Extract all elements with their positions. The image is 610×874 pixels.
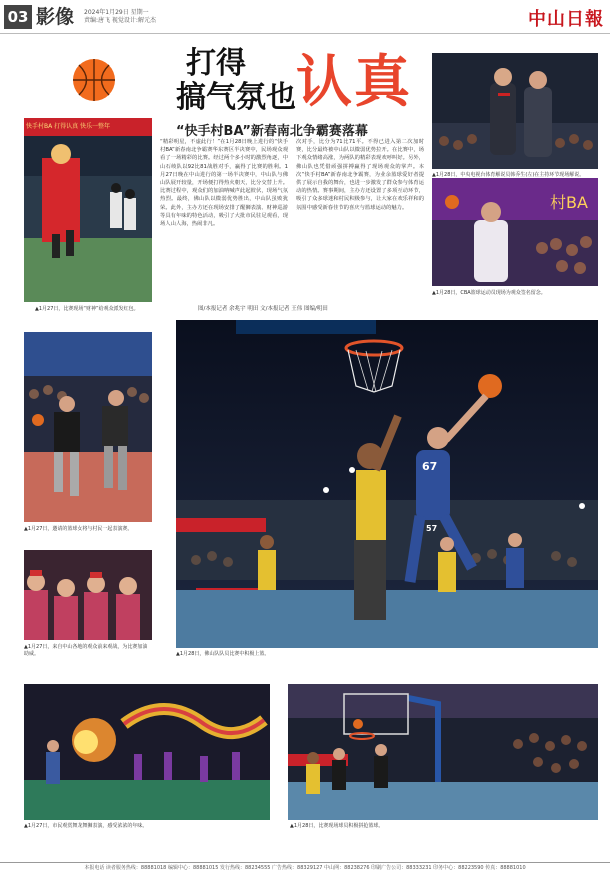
page-header — [0, 0, 610, 34]
caption-crowd: ▲1月27日，来自中山各地的观众前来观战，为比赛加油助威。 — [24, 644, 148, 657]
editors-credit: 责编:唐飞 视觉设计:解元杰 — [84, 17, 156, 24]
photo-banner: 快手村BA 打得认真 快乐一整年 — [26, 123, 111, 130]
caption-dragon: ▲1月27日，市民观赏舞龙舞狮表演，感受浓浓的年味。 — [24, 823, 148, 829]
headline-line2: 搞气氛也 — [176, 80, 296, 115]
photo-cba-player — [432, 178, 598, 286]
svg-text:村BA: 村BA — [550, 193, 588, 212]
basketball-icon — [72, 58, 116, 102]
photo-exhibition-game — [24, 332, 152, 522]
headline-line1: 打得 — [186, 46, 246, 81]
caption-court: ▲1月28日，比赛现场球员积极拼抢篮球。 — [290, 823, 384, 829]
headline-subtitle: “快手村BA”新春南北争霸赛落幕 — [176, 124, 368, 139]
photo-court-action — [288, 684, 598, 820]
photo-host-on-stage — [432, 53, 598, 169]
article-column-1: “精彩明星，不虚此行！”在1月28日晚上进行的“快手村BA”新春南北争霸赛华东赛区半决赛中，民场观众观看了一场精彩的比赛。经过两个多小时的激烈角逐，中山石岐队以92比81战胜对手，赢得了比赛的胜利。1月27日晚在中山进行的第一场半决赛中，中山队与佛山队展开较量，开场便打得热火朝天，比分交替上升。比赛过程中，观众们的加油呐喊声此起彼伏，现场气氛热烈。最终，佛山队以微弱优势胜出，中山队虽败犹荣。此外，主办方还在现场安排了醒狮表演、财神巡游等具有年味的特色活动，吸引了大批市民驻足观看，现场人山人海，热闹非凡。 — [160, 139, 288, 228]
jersey-number-1: 67 — [422, 460, 438, 473]
photo-main-dunk — [176, 320, 598, 648]
caption-main: ▲1月28日，佛山队队员比赛中积极上篮。 — [176, 651, 270, 657]
photo-god-of-wealth — [24, 118, 152, 302]
section-title: 影像 — [36, 6, 75, 28]
caption-god: ▲1月27日，比赛现场“财神”给观众派发红包。 — [35, 306, 139, 312]
issue-date: 2024年1月29日 星期一 — [84, 9, 149, 16]
page-number: 03 — [4, 5, 32, 29]
jersey-number-2: 57 — [426, 524, 438, 533]
caption-host: ▲1月28日，中央电视台体育解说员韩乔生(左)在主持环节现场解说。 — [432, 172, 585, 178]
article-byline: 图/本报记者 余兆宇 明田 文/本报记者 王伟 图编/明田 — [198, 306, 328, 312]
headline-highlight: 认真 — [296, 50, 412, 115]
caption-cba: ▲1月28日，CBA篮球运动员现场为观众签名留念。 — [432, 290, 546, 296]
article-column-2: 次对手，比分为71比71平。不得已进入第二次加时赛，比分最终被中山队以微弱优势拉开。在比赛中，场下观众情绪高涨，为两队的精彩表现欢呼叫好。另外，佛山队也凭借顽强拼搏赢得了现场观众的掌声。本次“快手村BA”新春南北争霸赛，为业余篮球爱好者提供了展示自我的舞台，也进一步激发了群众参与体育运动的热情。赛事期间，主办方还设置了多项互动环节，吸引了众多球迷和村民积极参与，让大家在欢乐祥和的氛围中感受新春佳节的喜庆与篮球运动的魅力。 — [296, 139, 424, 211]
newspaper-masthead: 中山日報 — [528, 9, 604, 30]
caption-exhibition: ▲1月27日，邀请的篮球女将与村民一起表演赛。 — [24, 526, 133, 532]
photo-dragon-dance — [24, 684, 270, 820]
header-meta — [84, 9, 156, 25]
footer-contact-bar: 本报电话 读者服务热线：88881018 编辑中心：88881015 发行热线：88234555 广告热线：88329127 中山网：88238276 印刷广告公司：88333231 印务中心：88223590 传真：88881010 — [0, 862, 610, 874]
photo-crowd — [24, 550, 152, 640]
